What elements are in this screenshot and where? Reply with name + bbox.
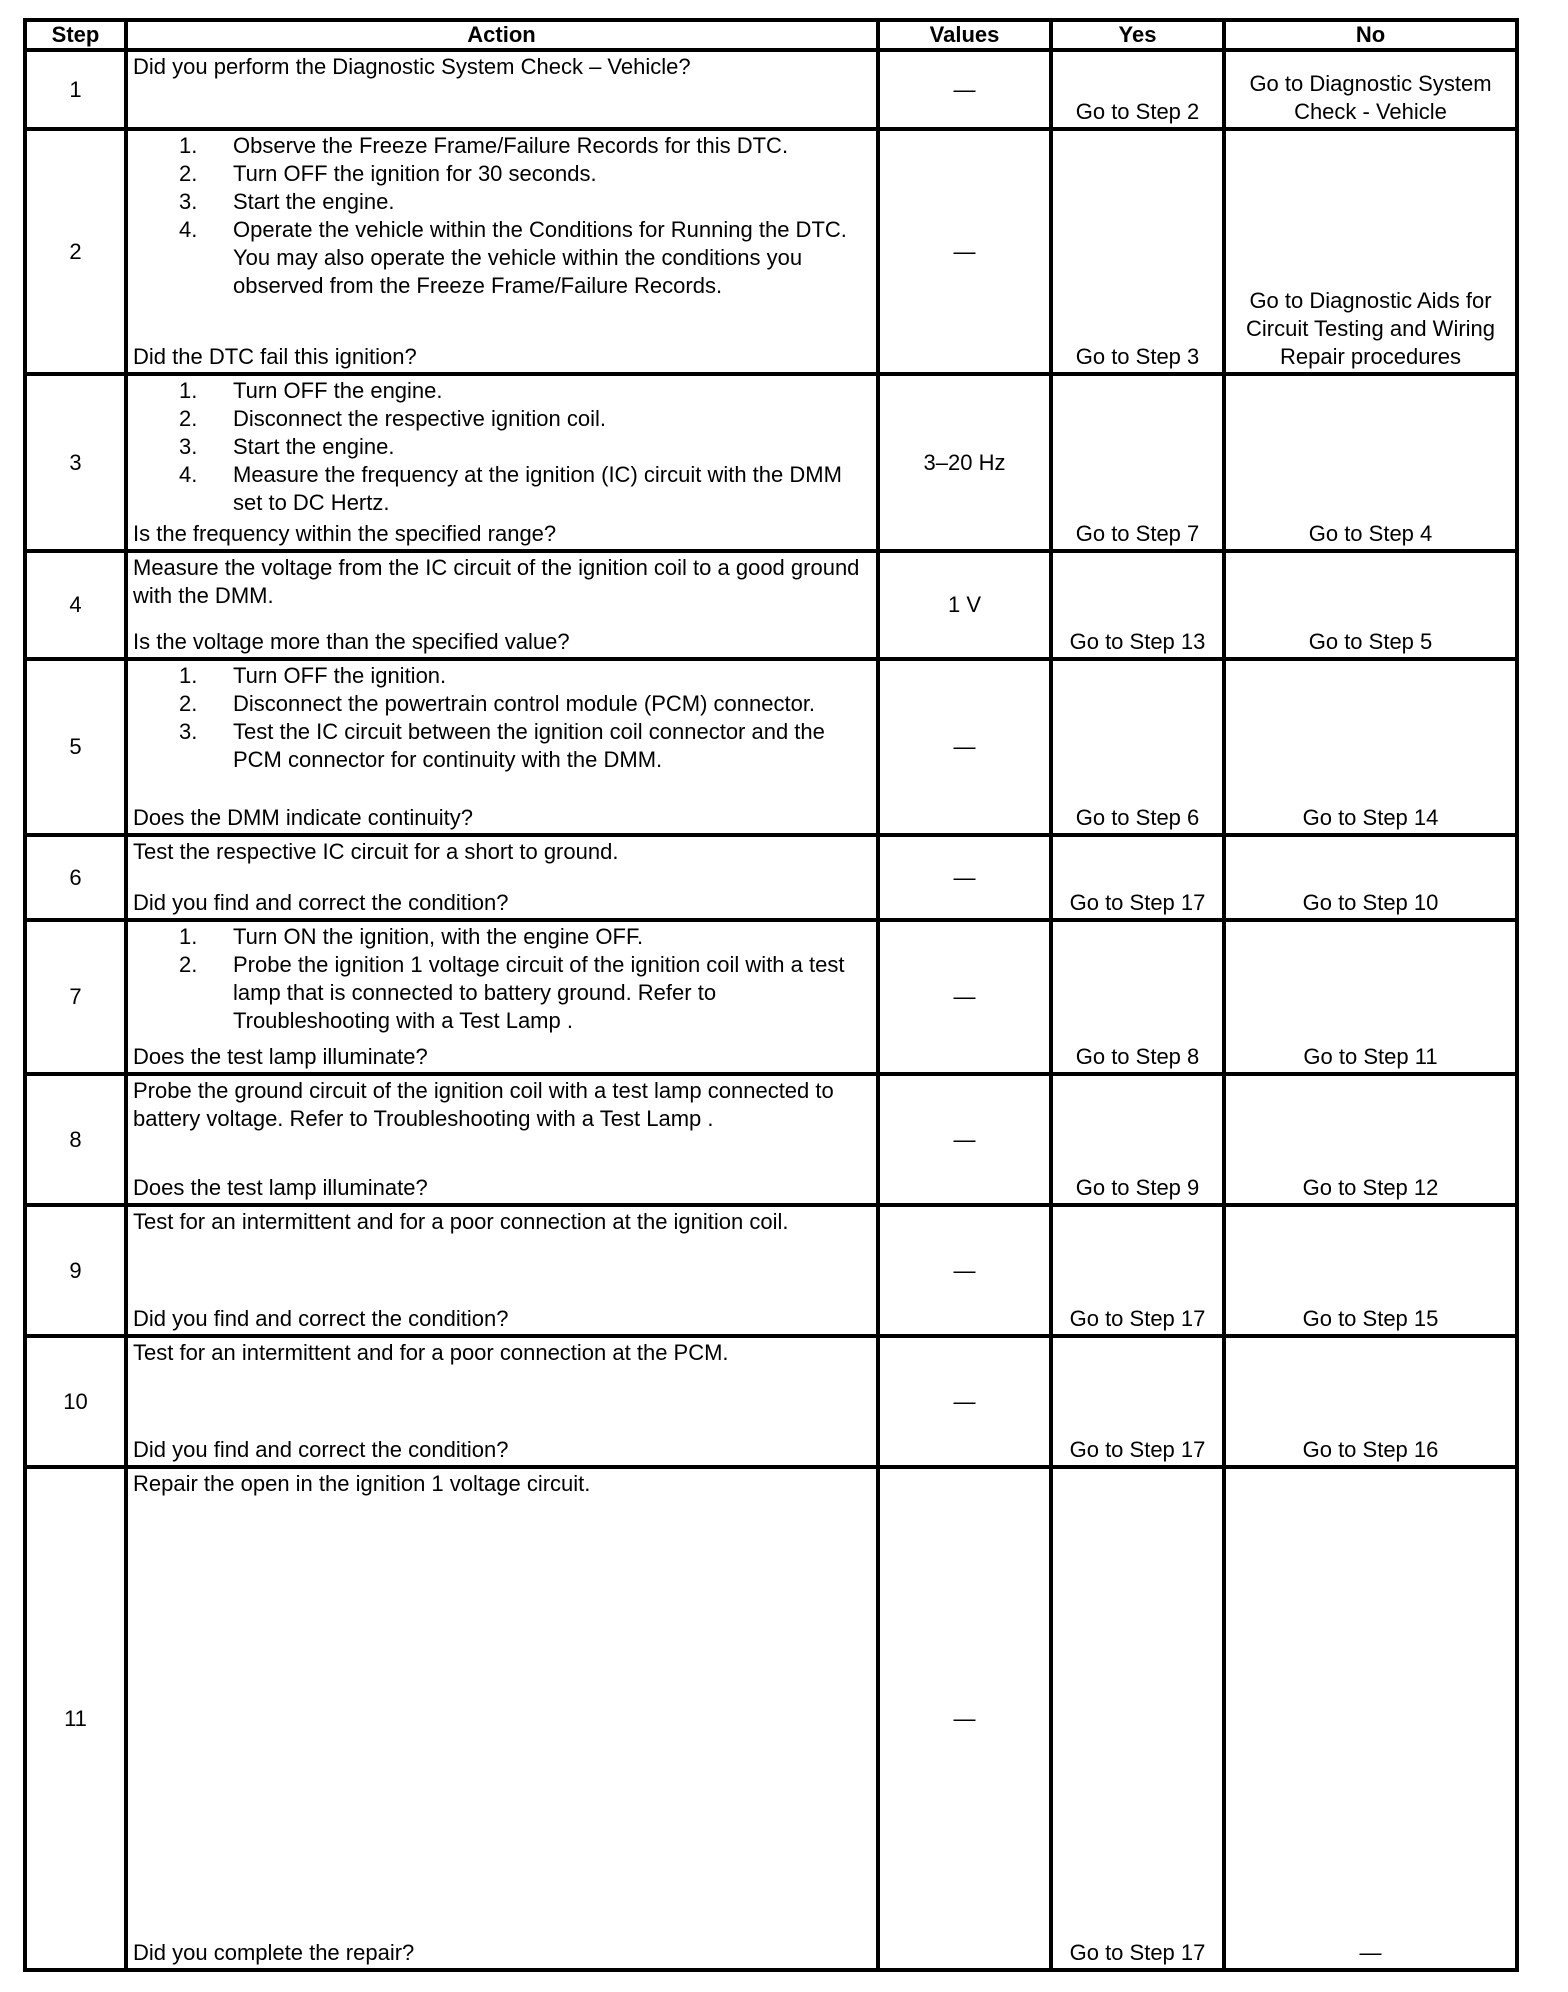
yes-cell — [1053, 922, 1222, 1072]
step-number: 4 — [69, 592, 82, 617]
yes-target: Go to Step 17 — [1069, 1306, 1206, 1331]
no-cell — [1226, 131, 1515, 372]
procedure-text: Turn ON the ignition, with the engine OFF. — [233, 924, 644, 949]
procedure-item — [179, 923, 870, 951]
action-question: Did the DTC fail this ignition? — [133, 344, 417, 369]
procedure-text: Observe the Freeze Frame/Failure Records for this DTC. — [233, 133, 789, 158]
step-cell — [27, 1207, 124, 1334]
row-divider — [27, 1203, 1515, 1207]
action-content — [133, 838, 870, 917]
action-text: Measure the voltage from the IC circuit of the ignition coil to a good ground with the DMM. — [133, 555, 860, 608]
table-row — [27, 837, 1515, 918]
procedure-number: 2. — [179, 952, 198, 977]
table-row — [27, 922, 1515, 1072]
row-divider — [27, 833, 1515, 837]
action-content — [133, 554, 870, 656]
table-row — [27, 1207, 1515, 1334]
procedure-number: 2. — [179, 406, 198, 431]
action-cell — [128, 1338, 876, 1465]
yes-cell — [1053, 1338, 1222, 1465]
procedure-item — [179, 690, 870, 718]
column-divider — [876, 22, 880, 1968]
procedure-item — [179, 132, 870, 160]
no-cell — [1226, 661, 1515, 833]
value-text: — — [953, 238, 976, 264]
no-cell — [1226, 1469, 1515, 1968]
step-number: 10 — [63, 1388, 88, 1414]
row-divider — [27, 372, 1515, 376]
no-cell — [1226, 553, 1515, 657]
action-cell — [128, 376, 876, 549]
procedure-item — [179, 188, 870, 216]
values-cell — [880, 52, 1049, 127]
procedure-list — [133, 132, 870, 300]
action-question: Is the frequency within the specified range? — [133, 521, 557, 546]
no-cell — [1226, 52, 1515, 127]
step-cell — [27, 1469, 124, 1968]
procedure-item — [179, 662, 870, 690]
action-cell — [128, 1207, 876, 1334]
yes-cell — [1053, 376, 1222, 549]
values-cell — [880, 1076, 1049, 1203]
yes-target: Go to Step 17 — [1069, 1437, 1206, 1462]
value-text: — — [953, 864, 976, 890]
header-action-label: Action — [467, 22, 536, 47]
action-question: Did you complete the repair? — [133, 1940, 415, 1965]
header-values — [880, 22, 1049, 48]
header-no — [1226, 22, 1515, 48]
action-text: Test the respective IC circuit for a short to ground. — [133, 839, 619, 864]
step-cell — [27, 837, 124, 918]
value-text: — — [953, 734, 976, 759]
header-step-label: Step — [51, 22, 100, 47]
row-divider — [27, 549, 1515, 553]
action-text: Repair the open in the ignition 1 voltage circuit. — [133, 1471, 591, 1496]
action-content — [133, 1339, 870, 1464]
step-number: 6 — [69, 864, 82, 890]
table-row — [27, 1469, 1515, 1968]
yes-cell — [1053, 1207, 1222, 1334]
no-cell — [1226, 376, 1515, 549]
action-cell — [128, 922, 876, 1072]
value-text: — — [953, 1257, 976, 1283]
no-target: Go to Diagnostic System Check - Vehicle — [1249, 71, 1492, 124]
procedure-list — [133, 923, 870, 1035]
header-step — [27, 22, 124, 48]
values-cell — [880, 922, 1049, 1072]
procedure-text: Turn OFF the ignition. — [233, 663, 447, 688]
step-number: 1 — [69, 76, 82, 102]
action-cell — [128, 837, 876, 918]
row-divider — [27, 657, 1515, 661]
action-cell — [128, 52, 876, 127]
step-cell — [27, 922, 124, 1072]
procedure-text: Disconnect the respective ignition coil. — [233, 406, 606, 431]
action-content — [133, 1208, 870, 1333]
procedure-list — [133, 377, 870, 517]
procedure-item — [179, 216, 870, 300]
column-divider — [1222, 22, 1226, 1968]
procedure-number: 1. — [179, 663, 198, 688]
procedure-number: 4. — [179, 217, 198, 242]
procedure-text: Test the IC circuit between the ignition coil connector and the PCM connector for continuity with the DMM. — [233, 719, 825, 772]
column-divider — [1049, 22, 1053, 1968]
step-number: 3 — [69, 449, 82, 475]
no-target: Go to Step 10 — [1302, 890, 1439, 915]
step-number: 2 — [69, 238, 82, 264]
yes-cell — [1053, 131, 1222, 372]
action-content — [133, 53, 870, 126]
no-target: Go to Step 5 — [1308, 629, 1433, 654]
procedure-number: 1. — [179, 133, 198, 158]
yes-cell — [1053, 837, 1222, 918]
header-no-label: No — [1355, 21, 1386, 47]
row-divider — [27, 1465, 1515, 1469]
procedure-text: Turn OFF the engine. — [233, 378, 443, 403]
step-number: 7 — [69, 984, 82, 1009]
value-text: — — [953, 1388, 976, 1414]
no-target: Go to Step 16 — [1302, 1437, 1439, 1462]
procedure-item — [179, 433, 870, 461]
action-content — [133, 1470, 870, 1967]
step-cell — [27, 52, 124, 127]
step-cell — [27, 553, 124, 657]
value-text: — — [953, 1126, 976, 1152]
diagnostic-table — [23, 18, 1519, 1972]
values-cell — [880, 661, 1049, 833]
no-cell — [1226, 1076, 1515, 1203]
values-cell — [880, 376, 1049, 549]
procedure-text: Measure the frequency at the ignition (IC) circuit with the DMM set to DC Hertz. — [233, 462, 842, 515]
no-cell — [1226, 837, 1515, 918]
yes-target: Go to Step 6 — [1075, 805, 1200, 830]
procedure-text: Operate the vehicle within the Conditions for Running the DTC. You may also operate the vehicle within the conditions you observed from the Freeze Frame/Failure Records. — [233, 217, 847, 298]
action-content — [133, 132, 870, 371]
procedure-number: 4. — [179, 462, 198, 487]
action-question: Did you find and correct the condition? — [133, 1306, 509, 1331]
yes-target: Go to Step 17 — [1069, 1940, 1206, 1965]
yes-target: Go to Step 8 — [1075, 1044, 1200, 1069]
values-cell — [880, 131, 1049, 372]
column-divider — [124, 22, 128, 1968]
action-text: Probe the ground circuit of the ignition coil with a test lamp connected to battery voltage. Refer to Troubleshooting with a Test Lamp . — [133, 1078, 834, 1131]
action-question: Did you find and correct the condition? — [133, 890, 509, 915]
step-cell — [27, 1076, 124, 1203]
step-cell — [27, 661, 124, 833]
action-text: Test for an intermittent and for a poor connection at the PCM. — [133, 1340, 729, 1365]
yes-target: Go to Step 2 — [1075, 99, 1200, 124]
procedure-number: 2. — [179, 691, 198, 716]
yes-cell — [1053, 52, 1222, 127]
table-row — [27, 131, 1515, 372]
yes-target: Go to Step 17 — [1069, 890, 1206, 915]
row-divider — [27, 1072, 1515, 1076]
header-yes-label: Yes — [1118, 21, 1157, 47]
procedure-item — [179, 718, 870, 774]
procedure-text: Start the engine. — [233, 434, 395, 459]
table-row — [27, 1076, 1515, 1203]
action-content — [133, 1077, 870, 1202]
value-text: 1 V — [947, 592, 982, 617]
no-target: Go to Step 12 — [1302, 1175, 1439, 1200]
yes-target: Go to Step 9 — [1075, 1175, 1200, 1200]
procedure-number: 1. — [179, 924, 198, 949]
yes-target: Go to Step 7 — [1075, 521, 1200, 546]
action-cell — [128, 661, 876, 833]
yes-cell — [1053, 1076, 1222, 1203]
value-text: 3–20 Hz — [923, 449, 1006, 475]
value-text: — — [953, 76, 976, 102]
no-target: Go to Step 11 — [1303, 1044, 1438, 1069]
no-target: Go to Step 14 — [1302, 805, 1439, 830]
action-cell — [128, 1469, 876, 1968]
action-content — [133, 923, 870, 1071]
action-content — [133, 662, 870, 832]
table-row — [27, 376, 1515, 549]
procedure-list — [133, 662, 870, 774]
step-number: 5 — [69, 734, 82, 759]
action-question: Does the test lamp illuminate? — [133, 1175, 428, 1200]
procedure-number: 3. — [179, 189, 198, 214]
yes-cell — [1053, 553, 1222, 657]
step-number: 9 — [69, 1257, 82, 1283]
yes-cell — [1053, 661, 1222, 833]
table-row — [27, 661, 1515, 833]
procedure-item — [179, 405, 870, 433]
header-yes — [1053, 22, 1222, 48]
procedure-item — [179, 160, 870, 188]
step-cell — [27, 376, 124, 549]
header-values-label: Values — [929, 22, 1000, 47]
step-number: 8 — [69, 1126, 82, 1152]
action-question: Does the test lamp illuminate? — [133, 1044, 428, 1069]
action-cell — [128, 131, 876, 372]
action-text: Did you perform the Diagnostic System Check – Vehicle? — [133, 54, 691, 79]
no-target: Go to Diagnostic Aids for Circuit Testing and Wiring Repair procedures — [1245, 288, 1496, 369]
procedure-text: Disconnect the powertrain control module (PCM) connector. — [233, 691, 816, 716]
table-header — [27, 22, 1515, 48]
yes-cell — [1053, 1469, 1222, 1968]
values-cell — [880, 1338, 1049, 1465]
action-question: Did you find and correct the condition? — [133, 1437, 509, 1462]
values-cell — [880, 837, 1049, 918]
step-cell — [27, 1338, 124, 1465]
values-cell — [880, 1469, 1049, 1968]
procedure-number: 3. — [179, 434, 198, 459]
value-text: — — [953, 984, 976, 1009]
no-cell — [1226, 922, 1515, 1072]
yes-target: Go to Step 13 — [1069, 629, 1206, 654]
value-text: — — [953, 1705, 976, 1731]
procedure-number: 3. — [179, 719, 198, 744]
no-target: Go to Step 4 — [1308, 521, 1433, 546]
procedure-item — [179, 951, 870, 1035]
no-target: Go to Step 15 — [1302, 1306, 1439, 1331]
row-divider — [27, 1334, 1515, 1338]
header-action — [128, 22, 876, 48]
table-row — [27, 52, 1515, 127]
procedure-text: Probe the ignition 1 voltage circuit of the ignition coil with a test lamp that is connected to battery ground. Refer to Troubleshooting with a Test Lamp . — [233, 952, 845, 1033]
procedure-number: 1. — [179, 378, 198, 403]
no-cell — [1226, 1338, 1515, 1465]
row-divider — [27, 48, 1515, 52]
no-target: — — [1359, 1940, 1382, 1965]
values-cell — [880, 553, 1049, 657]
action-cell — [128, 553, 876, 657]
action-cell — [128, 1076, 876, 1203]
procedure-number: 2. — [179, 161, 198, 186]
action-question: Does the DMM indicate continuity? — [133, 805, 473, 830]
table-row — [27, 1338, 1515, 1465]
no-cell — [1226, 1207, 1515, 1334]
values-cell — [880, 1207, 1049, 1334]
step-cell — [27, 131, 124, 372]
procedure-text: Start the engine. — [233, 189, 395, 214]
row-divider — [27, 127, 1515, 131]
action-content — [133, 377, 870, 548]
table-row — [27, 553, 1515, 657]
procedure-item — [179, 377, 870, 405]
procedure-text: Turn OFF the ignition for 30 seconds. — [233, 161, 597, 186]
action-text: Test for an intermittent and for a poor connection at the ignition coil. — [133, 1209, 789, 1234]
row-divider — [27, 918, 1515, 922]
action-question: Is the voltage more than the specified value? — [133, 629, 570, 654]
step-number: 11 — [64, 1705, 87, 1731]
yes-target: Go to Step 3 — [1075, 344, 1200, 369]
procedure-item — [179, 461, 870, 517]
